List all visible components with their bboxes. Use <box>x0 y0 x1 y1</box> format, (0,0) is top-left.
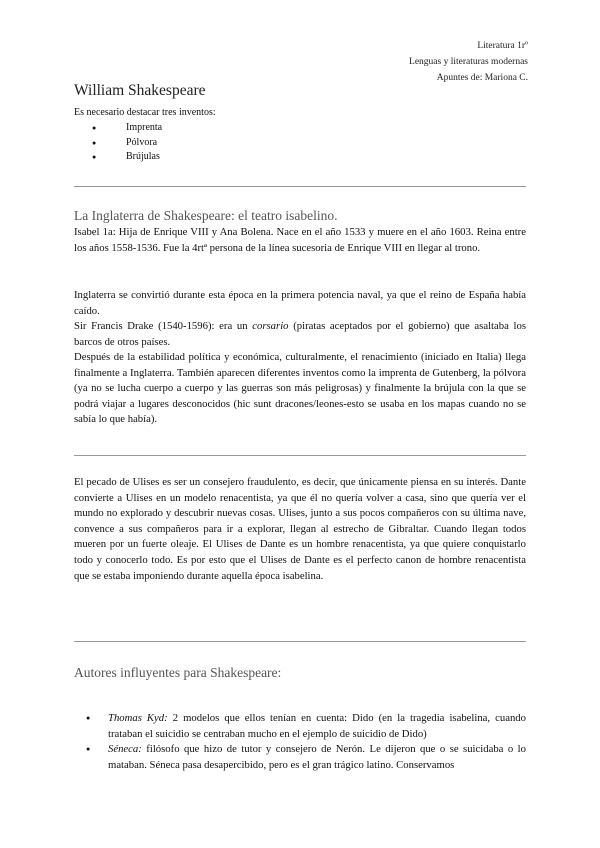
section-heading-england: La Inglaterra de Shakespeare: el teatro isabelino. <box>74 208 338 223</box>
author-name: Séneca: <box>108 743 142 756</box>
author-description: 2 modelos que ellos tenían en cuenta: Dido (en la tragedia isabelina, cuando trataban el suicidio se centraban mucho en el ejemplo de suicidio de Dido) <box>108 712 526 740</box>
header-author: Apuntes de: Mariona C. <box>436 73 528 83</box>
divider <box>74 186 526 187</box>
page-title: William Shakespeare <box>74 82 206 99</box>
divider <box>74 641 526 642</box>
corsario-term: corsario <box>252 320 289 332</box>
divider <box>74 455 526 456</box>
list-item <box>80 711 526 742</box>
list-item: ● Pólvora <box>92 136 162 151</box>
paragraph-naval: Inglaterra se convirtió durante esta época en la primera potencia naval, ya que el reino de España había caído. <box>74 289 526 317</box>
list-item <box>80 742 526 773</box>
paragraph-renaissance: Después de la estabilidad política y económica, culturalmente, el renacimiento (iniciado en Italia) llega finalmente a Inglaterra. También aparecen diferentes inventos como la imprenta de Gutenberg, la pólvora (ya no se lucha cuerpo a cuerpo y las guerras son más peligrosas) y finalmente la brújula con la que se podrá viajar a lugares desconocidos (hic sunt dracones/leones-esto se usaba en los mapas cuando no se sabía lo que había). <box>74 351 526 426</box>
header-degree: Lenguas y literaturas modernas <box>409 57 528 67</box>
drake-text-end: (piratas aceptados por el gobierno) que asaltaba los barcos de otros países. <box>74 320 526 348</box>
author-name: Thomas Kyd: <box>108 712 168 724</box>
author-description: filósofo que hizo de tutor y consejero de Nerón. Le dijeron que o se suicidaba o lo mataban. Séneca pasa desapercibido, pero es el gran trágico latino. Conservamos <box>108 743 526 771</box>
inventions-list <box>92 121 162 165</box>
paragraph-isabel: Isabel 1a: Hija de Enrique VIII y Ana Bolena. Nace en el año 1533 y muere en el año 1603. Reina entre los años 1558-1536. Fue la 4rtª persona de la línea sucesoria de Enrique VIII en llegar al trono. <box>74 226 526 254</box>
section-heading-authors: Autores influyentes para Shakespeare: <box>74 665 282 680</box>
document-header <box>409 38 528 86</box>
intro-text: Es necesario destacar tres inventos: <box>74 107 216 118</box>
header-course: Literatura 1rº <box>477 41 528 51</box>
list-item: ● Imprenta <box>92 121 162 136</box>
authors-list <box>80 711 526 773</box>
paragraph-drake <box>74 319 526 350</box>
drake-text: Sir Francis Drake (1540-1596): era un <box>74 320 253 332</box>
paragraph-ulises: El pecado de Ulises es ser un consejero fraudulento, es decir, que únicamente piensa en su interés. Dante convierte a Ulises en un modelo renacentista, ya que él no quería volver a casa, sino que quería ver el mundo no explorado y descubrir nuevas cosas. Ulises, junto a sus pocos compañeros con su última nave, convence a sus compañeros para ir a explorar, llegan al estrecho de Gibraltar. Cuando llegan todos mueren por un fuerte oleaje. El Ulises de Dante es un hombre renacentista, ya que quiere conquistarlo todo y conocerlo todo. Es por esto que el Ulises de Dante es el perfecto canon de hombre renacentista que se estaba imponiendo durante aquella época isabelina. <box>74 476 526 582</box>
list-item: ● Brújulas <box>92 150 162 165</box>
